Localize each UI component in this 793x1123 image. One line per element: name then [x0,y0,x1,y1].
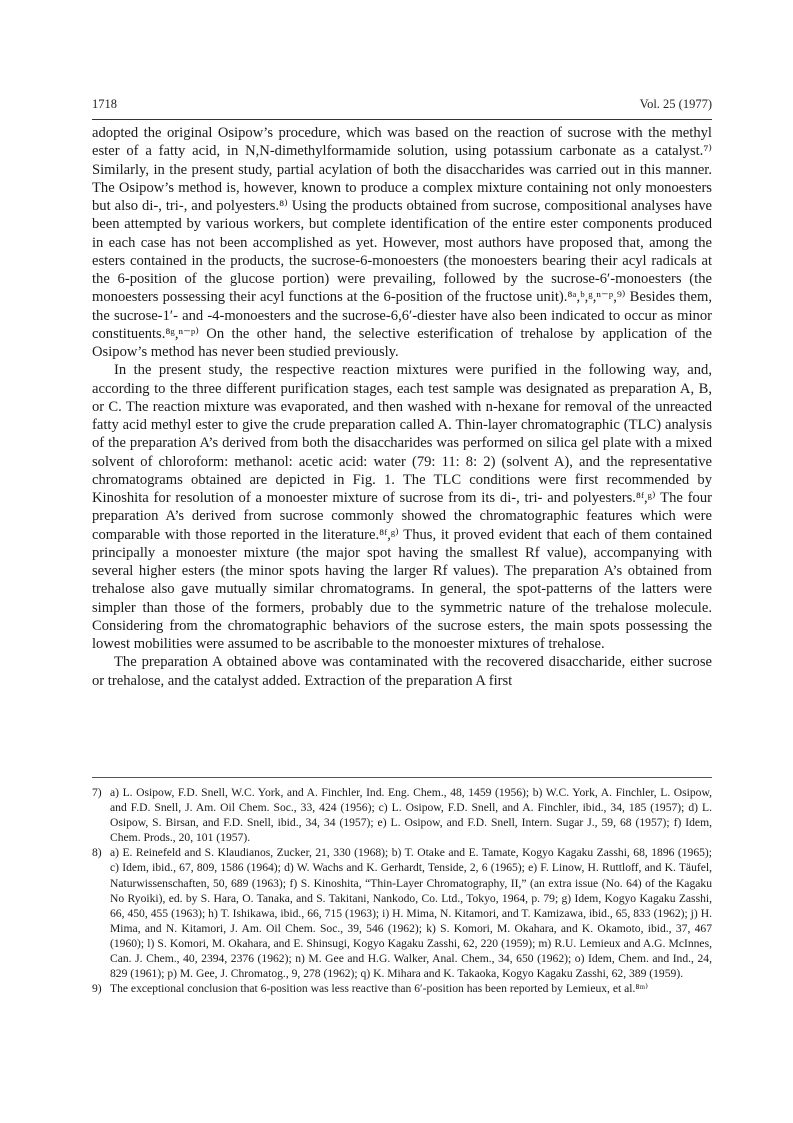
footnote-text: a) L. Osipow, F.D. Snell, W.C. York, and A. Finchler, Ind. Eng. Chem., 48, 1459 (1956); b) W.C. York, A. Finchler, L. Osipow, and F.D. Snell, J. Am. Oil Chem. Soc., 33, 424 (1956); c) L. Osipow, F.D. Snell, and A. Finchler, ibid., 34, 185 (1957); d) L. Osipow, S. Birsan, and F.D. Snell, ibid., 34, 34 (1957); e) L. Osipow, and F.D. Snell, Intern. Sugar J., 59, 68 (1957); f) Idem, Chem. Prods., 20, 101 (1957). [110,786,712,845]
footnote-number: 9) [92,982,102,996]
footnote [92,785,712,845]
volume-label: Vol. 25 (1977) [639,97,712,111]
footnote-rule [92,777,712,778]
paragraph: adopted the original Osipow’s procedure, which was based on the reaction of sucrose with the methyl ester of a fatty acid, in N,N-dimethylformamide solution, using potassium carbonate as a catalyst.⁷⁾ Similarly, in the present study, partial acylation of both the disaccharides was carried out in this manner. The Osipow’s method is, however, known to produce a complex mixture containing not only monoesters but also di-, tri-, and polyesters.⁸⁾ Using the products obtained from sucrose, compositional analyses have been attempted by various workers, but complete identification of the entire ester components produced in each case has not been accomplished as yet. However, most authors have proposed that, among the esters contained in the products, the sucrose-6-monoesters (the monoesters bearing their acyl radicals at the 6-position of the glucose portion) were prevailing, followed by the sucrose-6′-monoesters (the monoesters possessing their acyl functions at the 6-position of the fructose unit).⁸ᵃ,ᵇ,ᵍ,ⁿ⁻ᵖ,⁹⁾ Besides them, the sucrose-1′- and -4-monoesters and the sucrose-6,6′-diester have also been indicated to occur as minor constituents.⁸ᵍ,ⁿ⁻ᵖ⁾ On the other hand, the selective esterification of trehalose by application of the Osipow’s method has never been studied previously. [92,125,712,360]
paragraph: The preparation A obtained above was contaminated with the recovered disaccharide, either sucrose or trehalose, and the catalyst added. Extraction of the preparation A first [92,654,712,689]
footnote [92,845,712,981]
main-text [92,124,712,690]
running-header [92,97,712,112]
header-rule [92,119,712,120]
footnote-number: 7) [92,786,102,799]
paragraph: In the present study, the respective reaction mixtures were purified in the following way, and, according to the three different purification stages, each test sample was designated as preparation A, B, or C. The reaction mixture was evaporated, and then washed with n-hexane for removal of the unreacted fatty acid methyl ester to give the crude preparation called A. Thin-layer chromatographic (TLC) analysis of the preparation A’s derived from both the disaccharides was performed on silica gel plate with a mixed solvent of chloroform: methanol: acetic acid: water (79: 11: 8: 2) (solvent A), and the representative chromatograms obtained are depicted in Fig. 1. The TLC conditions were first recommended by Kinoshita for resolution of a monoester mixture of sucrose from its di-, tri- and polyesters.⁸ᶠ,ᵍ⁾ The four preparation A’s derived from sucrose commonly showed the chromatographic features which were comparable with those reported in the literature.⁸ᶠ,ᵍ⁾ Thus, it proved evident that each of them contained principally a monoester mixture (the major spot having the smallest Rf value), accompanying with several higher esters (the minor spots having the larger Rf values). The preparation A’s obtained from trehalose also gave mutually similar chromatograms. In general, the spot-patterns of the latters were simpler than those of the formers, probably due to the symmetric nature of the trehalose molecule. Considering from the chromatographic behaviors of the sucrose esters, the main spots possessing the lowest mobilities were assumed to be ascribable to the monoester mixtures of trehalose. [92,362,712,652]
footnote [92,981,712,996]
footnote-text: The exceptional conclusion that 6-position was less reactive than 6′-position has been reported by Lemieux, et al.⁸ᵐ⁾ [110,982,648,996]
footnote-text: a) E. Reinefeld and S. Klaudianos, Zucker, 21, 330 (1968); b) T. Otake and E. Tamate, Kogyo Kagaku Zasshi, 68, 1896 (1965); c) Idem, ibid., 67, 809, 1586 (1964); d) W. Wachs and K. Gerhardt, Tenside, 2, 6 (1965); e) F. Linow, H. Ruttloff, and K. Täufel, Naturwissenschaften, 50, 689 (1963); f) S. Kinoshita, “Thin-Layer Chromatography, II,” (an extra issue (No. 64) of the Kagaku No Ryoiki), ed. by S. Hara, O. Tanaka, and S. Takitani, Nankodo, Co. Ltd., Tokyo, 1964, p. 79; g) Idem, Kogyo Kagaku Zasshi, 66, 450, 455 (1963); h) T. Ishikawa, ibid., 66, 715 (1963); i) H. Mima, N. Kitamori, and T. Kamizawa, ibid., 65, 833 (1962); j) H. Mima, and N. Kitamori, J. Am. Oil Chem. Soc., 39, 546 (1962); k) S. Komori, M. Okahara, and K. Okamoto, ibid., 37, 467 (1960); l) S. Komori, M. Okahara, and E. Shinsugi, Kogyo Kagaku Zasshi, 62, 220 (1959); m) R.U. Lemieux and A.G. McInnes, Can. J. Chem., 40, 2394, 2376 (1962); n) M. Gee and H.G. Walker, Anal. Chem., 34, 650 (1962); o) Idem, Chem. and Ind., 24, 829 (1961); p) M. Gee, J. Chromatog., 9, 278 (1962); q) K. Mihara and K. Takaoka, Kogyo Kagaku Zasshi, 62, 389 (1959). [110,846,712,981]
page-number: 1718 [92,97,117,111]
footnote-number: 8) [92,846,102,860]
footnotes [92,785,712,996]
